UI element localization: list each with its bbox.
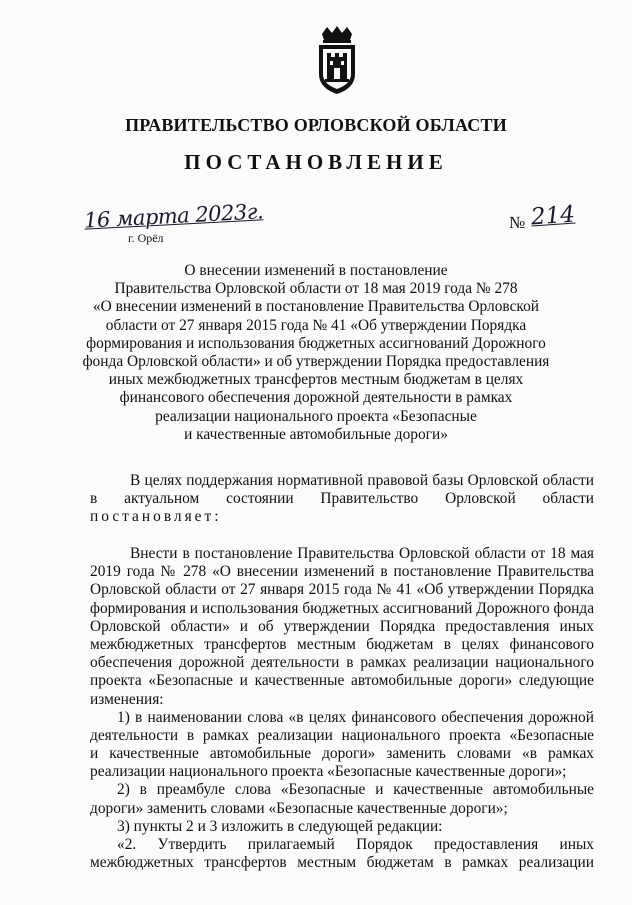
preamble-line: в актуальном состоянии Правительство Орловской области (90, 490, 594, 508)
subject-line: реализации национального проекта «Безопасные (155, 407, 477, 425)
subject-line: финансового обеспечения дорожной деятельности в рамках (119, 389, 513, 407)
body-line: 3) пункты 2 и 3 изложить в следующей редакции: (117, 817, 443, 835)
body-line: деятельности в рамках реализации национального проекта «Безопасные (90, 726, 594, 744)
document-type: ПОСТАНОВЛЕНИЕ (184, 150, 448, 174)
body-line: 2019 года № 278 «О внесении изменений в постановление Правительства (90, 563, 594, 581)
body-line: и качественные автомобильные дороги» заменить словами «в рамках (90, 745, 594, 763)
body-line: реализации национального проекта «Безопасные качественные дороги»; (90, 763, 567, 781)
body-line: изменения: (90, 690, 164, 708)
subject-line: фонда Орловской области» и об утверждении Порядка предоставления (82, 353, 550, 371)
body-line: дороги» заменить словами «Безопасные качественные дороги»; (90, 799, 508, 817)
preamble-block (90, 472, 594, 527)
body-line: межбюджетных трансфертов местным бюджетам в целях финансового (90, 635, 594, 653)
handwritten-number: 214 (530, 201, 576, 231)
preamble-line: В целях поддержания нормативной правовой базы Орловской области (130, 472, 594, 489)
handwritten-date: 16 марта 2023г. (83, 199, 264, 233)
city-label: г. Орёл (128, 231, 164, 245)
body-line: межбюджетных трансфертов местным бюджетам в рамках реализации (90, 854, 594, 872)
preamble-decree-word: постановляет: (90, 508, 222, 526)
subject-line: и качественные автомобильные дороги» (184, 425, 448, 443)
body-line: Орловской области от 27 января 2015 года № 41 «Об утверждении Порядка (90, 581, 594, 599)
subject-line: иных межбюджетных трансфертов местным бюджетам в целях (108, 371, 524, 389)
body-line: Внести в постановление Правительства Орловской области от 18 мая (130, 545, 594, 562)
body-line: обеспечения дорожной деятельности в рамках реализации национального (90, 654, 594, 672)
subject-line: «О внесении изменений в постановление Правительства Орловской (92, 298, 540, 316)
coat-of-arms-emblem (313, 24, 361, 96)
subject-line: области от 27 января 2015 года № 41 «Об утверждении Порядка (105, 316, 527, 334)
government-title: ПРАВИТЕЛЬСТВО ОРЛОВСКОЙ ОБЛАСТИ (125, 115, 507, 135)
number-sign: № (509, 213, 526, 232)
body-line: формирования и использования бюджетных ассигнований Дорожного фонда (90, 599, 595, 617)
body-line: 2) в преамбуле слова «Безопасные и качественные автомобильные (117, 781, 594, 799)
subject-heading (0, 262, 632, 444)
body-line: «2. Утвердить прилагаемый Порядок предоставления иных (117, 836, 594, 853)
body-line: Орловской области» и об утверждении Порядка предоставления иных (90, 617, 594, 635)
subject-line: О внесении изменений в постановление (184, 262, 448, 279)
body-line: проекта «Безопасные и качественные автомобильные дороги» следующие (90, 672, 594, 690)
subject-line: формирования и использования бюджетных ассигнований Дорожного (86, 334, 546, 352)
subject-line: Правительства Орловской области от 18 мая 2019 года № 278 (114, 280, 518, 298)
body-line: 1) в наименовании слова «в целях финансового обеспечения дорожной (117, 708, 594, 726)
resolution-body (90, 545, 594, 872)
